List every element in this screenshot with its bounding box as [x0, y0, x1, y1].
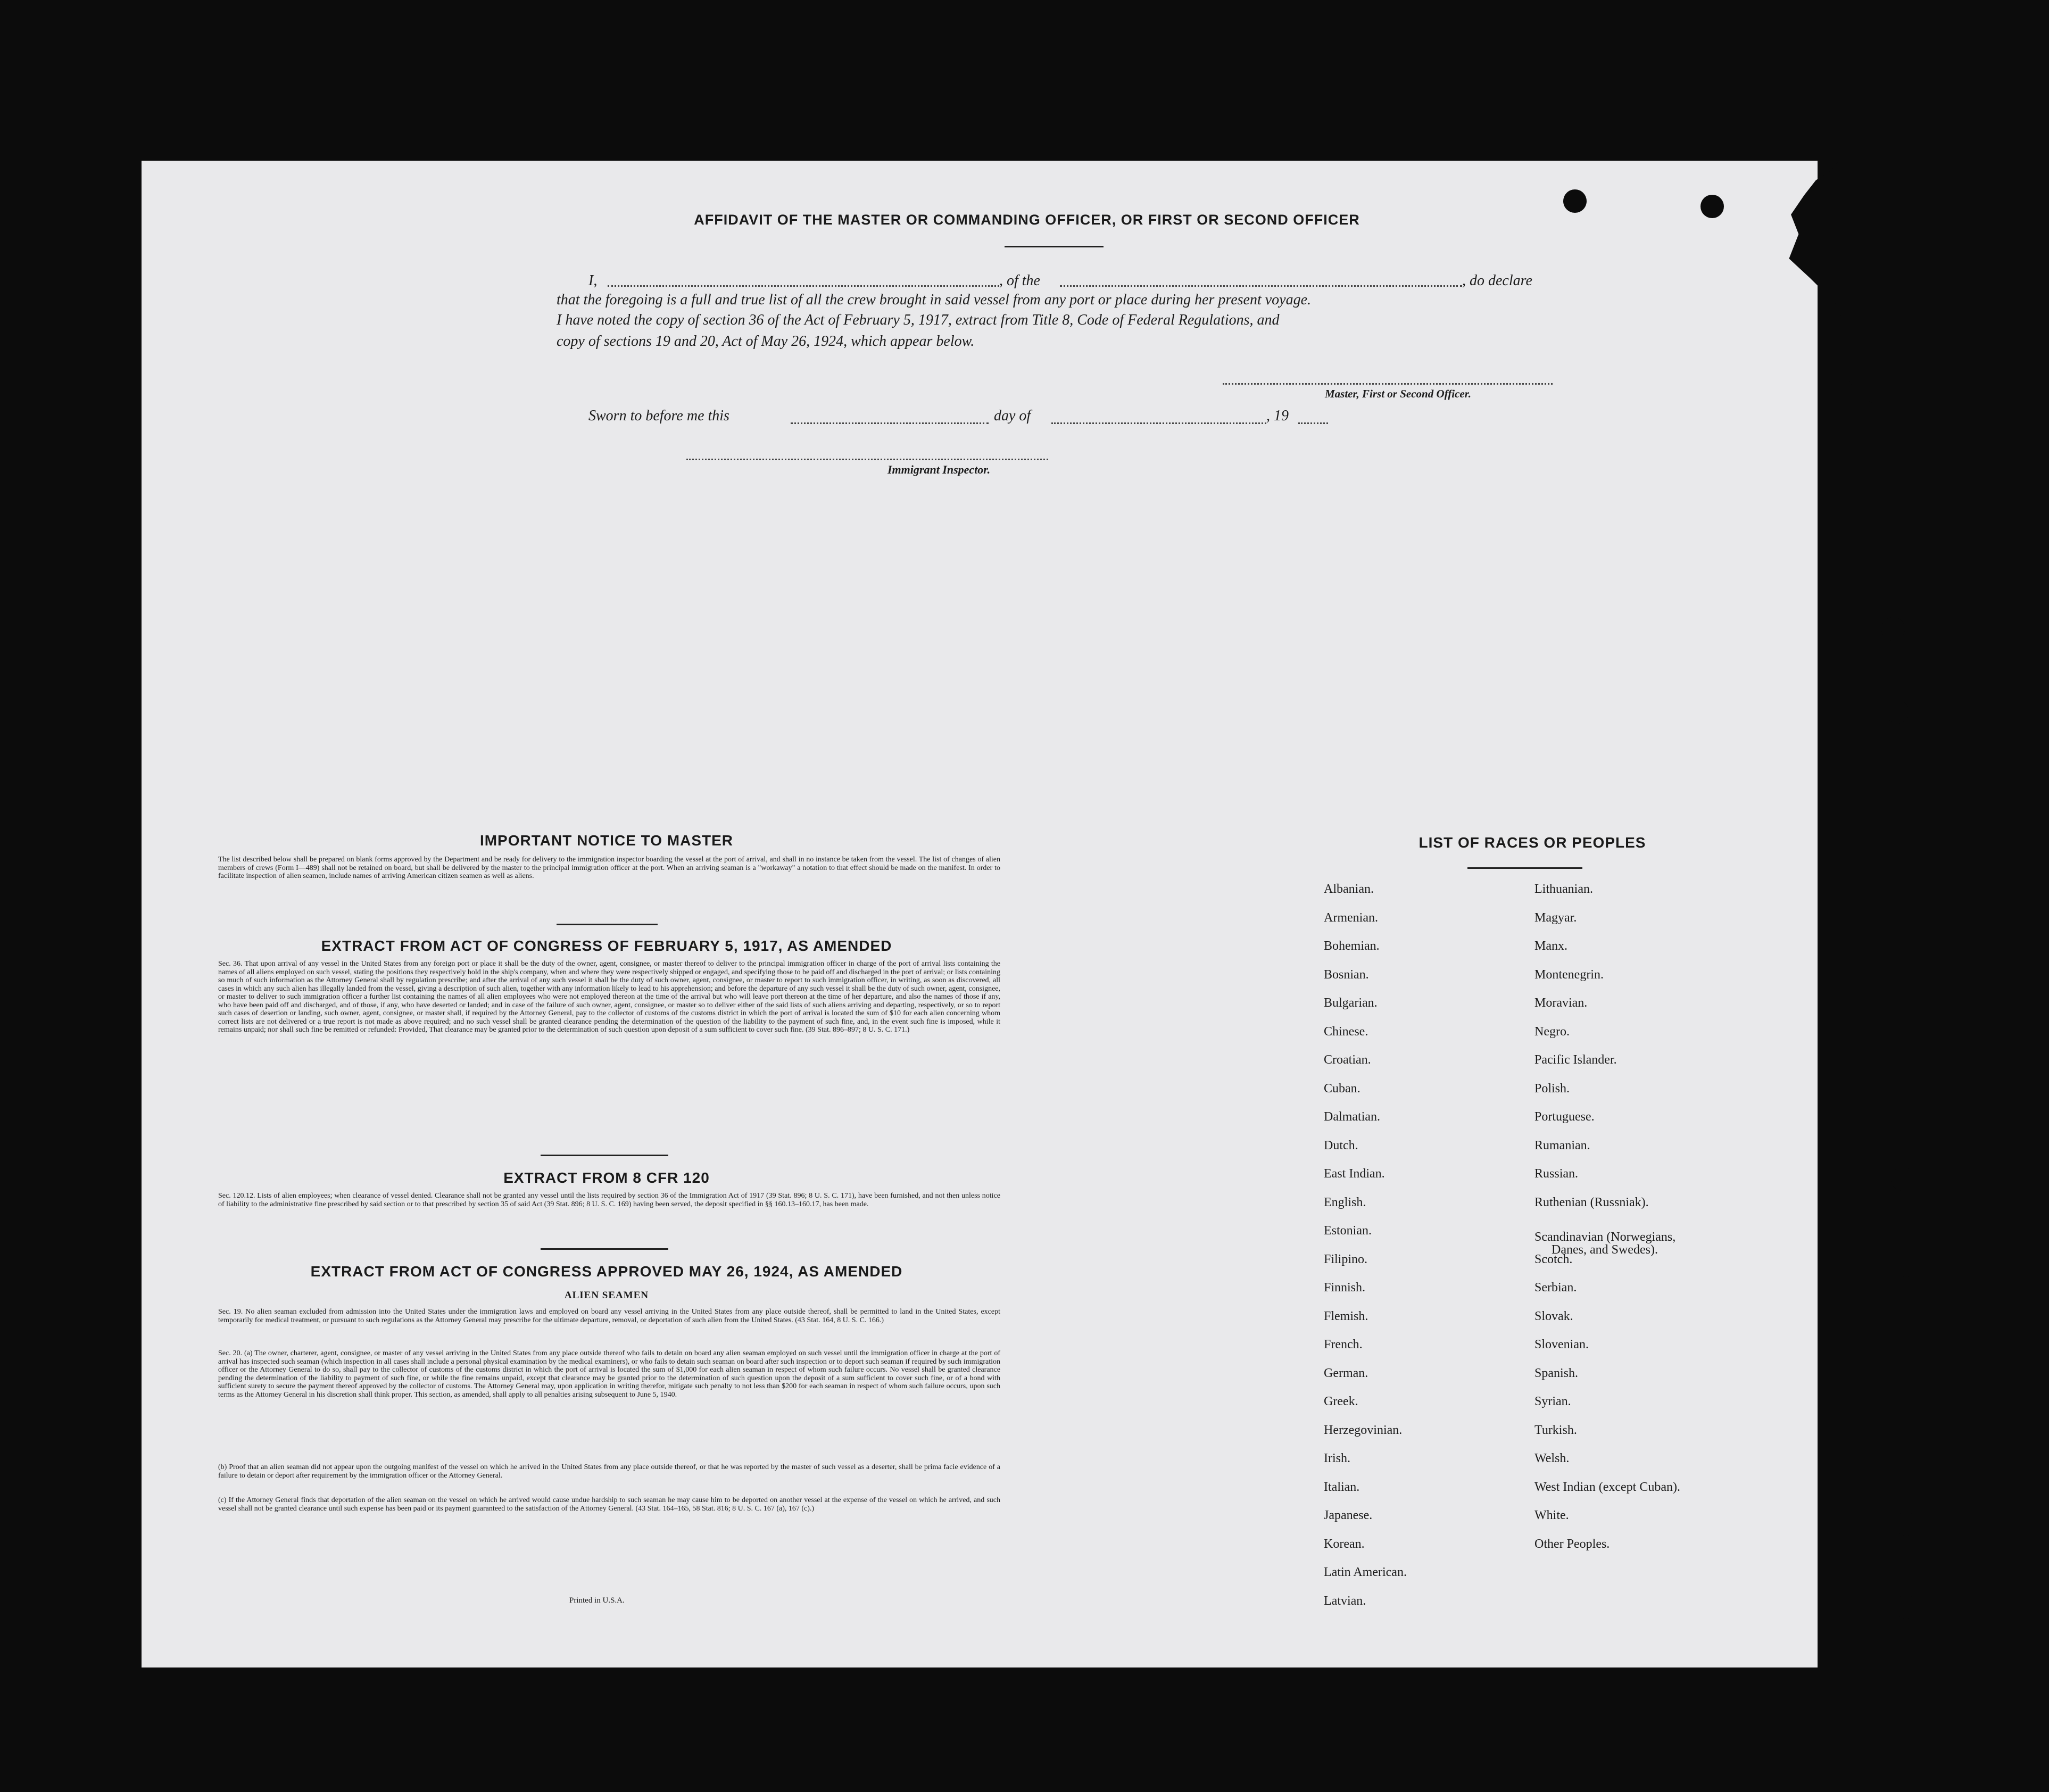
race-item: Filipino.	[1324, 1252, 1368, 1266]
race-item: Other Peoples.	[1534, 1537, 1610, 1551]
affidavit-do-declare: , do declare	[1462, 272, 1532, 289]
extract-1917-body: Sec. 36. That upon arrival of any vessel in the United States from any foreign port or place it shall be the duty of the owner, agent, consignee, or master thereof to deliver to the principal immigration officer in charge of the port of arrival lists containing the names of all aliens employed on such vessel, stating the positions they respectively hold in the ship's company, when and where they were respectively shipped or engaged, and specifying those to be paid off and discharged in the port of arrival; or lists containing so much of such information as the Attorney General shall by regulation prescribe; and after the arrival of any such vessel it shall be the duty of such owner, agent, consignee, or master to report to such immigration officer, in writing, as soon as discovered, all cases in which any such alien has illegally landed from the vessel, giving a description of such alien, together with any information likely to lead to his apprehension; and before the departure of any such vessel it shall be the duty of such owner, agent, consignee, or master to deliver to such immigration officer a further list containing the names of all alien employees who were not employed thereon at the time of the arrival but who will leave port thereon at the time of her departure, and also the names of those if any, who have been paid off and discharged, and of those, if any, who have deserted or landed; and in case of the failure of such owner, agent, consignee, or master so to deliver either of the said lists of such aliens arriving and departing, respectively, or so to report such cases of desertion or landing, such owner, agent, consignee, or master shall, if required by the Attorney General, pay to the collector of customs of the customs district in which the port of arrival is located the sum of $10 for each alien concerning whom correct lists are not delivered or a true report is not made as above required; and no such vessel shall be granted clearance pending the determination of the question of the liability to the payment of such fine, and, in the event such fine is imposed, while it remains unpaid; nor shall such fine be remitted or refunded: Provided, That clearance may be granted prior to the determination of such question upon deposit of a sum sufficient to cover such fine. (39 Stat. 896–897; 8 U. S. C. 171.)	[218, 960, 1000, 1034]
alien-seamen-subtitle: ALIEN SEAMEN	[564, 1290, 649, 1301]
race-item: Danes, and Swedes).	[1552, 1243, 1658, 1257]
race-item: Manx.	[1534, 939, 1567, 953]
master-label: Master, First or Second Officer.	[1325, 387, 1471, 400]
sworn-month-blank	[1051, 422, 1266, 424]
sworn-text: Sworn to before me this	[588, 408, 729, 424]
race-item: Bosnian.	[1324, 967, 1369, 982]
race-item: Croatian.	[1324, 1053, 1371, 1067]
race-item: Welsh.	[1534, 1451, 1570, 1465]
race-item: West Indian (except Cuban).	[1534, 1480, 1680, 1494]
divider	[557, 924, 658, 925]
race-item: Latvian.	[1324, 1594, 1366, 1608]
race-item: Spanish.	[1534, 1366, 1579, 1380]
race-item: English.	[1324, 1195, 1366, 1209]
punch-hole	[1886, 700, 1909, 724]
race-item: Polish.	[1534, 1081, 1570, 1096]
race-item: Dalmatian.	[1324, 1110, 1380, 1124]
race-item: Bohemian.	[1324, 939, 1380, 953]
punch-hole	[1563, 189, 1587, 213]
inspector-label: Immigrant Inspector.	[887, 463, 991, 476]
race-item: German.	[1324, 1366, 1368, 1380]
race-item: Finnish.	[1324, 1281, 1366, 1295]
punch-hole	[1894, 1595, 1918, 1619]
notice-title: IMPORTANT NOTICE TO MASTER	[479, 832, 734, 849]
affidavit-line-4: copy of sections 19 and 20, Act of May 26, 1924, which appear below.	[557, 333, 975, 350]
master-signature-line	[1223, 383, 1553, 385]
race-item: Herzegovinian.	[1324, 1423, 1403, 1437]
punch-hole	[1894, 1512, 1918, 1536]
races-title: LIST OF RACES OR PEOPLES	[1418, 834, 1646, 851]
year-text: , 19	[1266, 408, 1289, 424]
race-item: Italian.	[1324, 1480, 1360, 1494]
affidavit-line-3: I have noted the copy of section 36 of the Act of February 5, 1917, extract from Title 8, Code of Federal Regulations, and	[557, 312, 1280, 328]
extract-1917-title: EXTRACT FROM ACT OF CONGRESS OF FEBRUARY 5, 1917, AS AMENDED	[321, 938, 892, 954]
divider	[1467, 867, 1582, 869]
race-item: Armenian.	[1324, 910, 1378, 925]
divider	[541, 1155, 668, 1156]
race-item: Estonian.	[1324, 1224, 1372, 1238]
race-item: Scotch.	[1534, 1252, 1573, 1266]
race-item: Montenegrin.	[1534, 967, 1604, 982]
race-item: Flemish.	[1324, 1309, 1368, 1323]
race-item: Moravian.	[1534, 996, 1588, 1010]
notice-body: The list described below shall be prepared on blank forms approved by the Department and be ready for delivery to the immigration inspector boarding the vessel at the port of arrival, and shall in no instance be taken from the vessel. The list of changes of alien members of crews (Form I—489) shall not be retained on board, but shall be delivered by the master to the principal immigration officer at the port. When an arriving seaman is a "workaway" a notation to that effect should be made on the manifest. In order to facilitate inspection of alien seamen, include names of arriving American citizen seamen as well as aliens.	[218, 856, 1000, 880]
race-item: Latin American.	[1324, 1565, 1407, 1579]
race-item: Ruthenian (Russniak).	[1534, 1195, 1649, 1209]
race-item: Irish.	[1324, 1451, 1350, 1465]
race-item: Russian.	[1534, 1167, 1579, 1181]
race-item: Korean.	[1324, 1537, 1365, 1551]
race-item: Magyar.	[1534, 910, 1577, 925]
race-item: Slovak.	[1534, 1309, 1573, 1323]
extract-1924-sec20a: Sec. 20. (a) The owner, charterer, agent, consignee, or master of any vessel arriving in the United States from any place outside thereof who fails to detain on board any alien seaman employed on such vessel until the immigration officer in charge at the port of arrival has inspected such seaman (which inspection in all cases shall include a personal physical examination by the medical examiners), or who fails to detain such seaman on board after such inspection or to deport such seaman if required by such immigration officer or the Attorney General to do so, shall pay to the collector of customs of the customs district in which the port of arrival is located the sum of $1,000 for each alien seaman in respect of whom such failure occurs. No vessel shall be granted clearance pending the determination of the liability to payment of such fine, or while the fine remains unpaid, except that clearance may be granted prior to the determination of such question upon the deposit of a sum sufficient to cover such fine, or of a bond with sufficient surety to secure the payment thereof approved by the collector of customs. The Attorney General may, upon application in writing therefor, mitigate such penalty to not less than $200 for each seaman in respect of whom such failure occurs, upon such terms as the Attorney General in his discretion shall think proper. This section, as amended, shall apply to all penalties arising subsequent to June 5, 1940.	[218, 1349, 1000, 1399]
race-item: Slovenian.	[1534, 1338, 1589, 1351]
extract-1924-sec19: Sec. 19. No alien seaman excluded from admission into the United States under the immigration laws and employed on board any vessel arriving in the United States from any place outside thereof, shall be permitted to land in the United States, except temporarily for medical treatment, or pursuant to such regulations as the Attorney General may prescribe for the ultimate departure, removal, or deportation of such alien from the United States. (43 Stat. 164, 8 U. S. C. 166.)	[218, 1308, 1000, 1324]
year-blank	[1298, 422, 1328, 424]
affidavit-line-2: that the foregoing is a full and true list of all the crew brought in said vessel from any port or place during her present voyage.	[557, 292, 1312, 308]
race-item: French.	[1324, 1338, 1363, 1351]
name-blank	[608, 285, 999, 287]
extract-1924-title: EXTRACT FROM ACT OF CONGRESS APPROVED MAY 26, 1924, AS AMENDED	[310, 1263, 903, 1280]
affidavit-i: I,	[588, 272, 598, 289]
race-item: Pacific Islander.	[1534, 1053, 1617, 1067]
extract-1924-sec20b: (b) Proof that an alien seaman did not appear upon the outgoing manifest of the vessel on which he arrived in the United States from any place outside thereof, or that he was reported by the master of such vessel as a deserter, shall be prima facie evidence of a failure to detain or deport after requirement by the immigration officer or the Attorney General.	[218, 1463, 1000, 1480]
race-item: White.	[1534, 1508, 1569, 1522]
race-item: Serbian.	[1534, 1281, 1577, 1295]
race-item: Lithuanian.	[1534, 882, 1593, 896]
extract-1924-sec20c: (c) If the Attorney General finds that deportation of the alien seaman on the vessel on which he arrived would cause undue hardship to such seaman he may cause him to be deported on another vessel at the expense of the vessel on which he arrived, and such vessel shall not be granted clearance until such expense has been paid or its payment guaranteed to the satisfaction of the Attorney General. (43 Stat. 164–165, 58 Stat. 816; 8 U. S. C. 167 (a), 167 (c).)	[218, 1496, 1000, 1513]
race-item: Greek.	[1324, 1395, 1358, 1408]
punch-hole	[1891, 1167, 1914, 1191]
affidavit-title: AFFIDAVIT OF THE MASTER OR COMMANDING OFFICER, OR FIRST OR SECOND OFFICER	[694, 212, 1360, 228]
punch-hole	[1881, 617, 1905, 641]
divider	[541, 1248, 668, 1250]
race-item: Dutch.	[1324, 1138, 1358, 1152]
printed-in-usa: Printed in U.S.A.	[569, 1596, 625, 1605]
race-item: Rumanian.	[1534, 1138, 1590, 1152]
extract-cfr-title: EXTRACT FROM 8 CFR 120	[503, 1169, 710, 1186]
vessel-blank	[1060, 285, 1462, 287]
race-item: East Indian.	[1324, 1167, 1385, 1181]
inspector-signature-line	[686, 459, 1048, 460]
divider	[1005, 246, 1104, 247]
race-item: Portuguese.	[1534, 1110, 1595, 1124]
punch-hole	[1700, 195, 1724, 218]
race-item: Cuban.	[1324, 1081, 1361, 1096]
race-item: Bulgarian.	[1324, 996, 1378, 1010]
race-item: Scandinavian (Norwegians,	[1534, 1230, 1676, 1244]
affidavit-of-the: , of the	[999, 272, 1040, 289]
extract-cfr-body: Sec. 120.12. Lists of alien employees; when clearance of vessel denied. Clearance shall not be granted any vessel until the lists required by section 36 of the Immigration Act of 1917 (39 Stat. 896; 8 U. S. C. 171), have been furnished, and not then unless notice of liability to the administrative fine prescribed by said section or to that prescribed by section 35 of said Act (39 Stat. 896; 8 U. S. C. 169) having been served, the deposit specified in §§ 160.13–160.17, has been made.	[218, 1192, 1000, 1208]
race-item: Turkish.	[1534, 1423, 1577, 1437]
race-item: Syrian.	[1534, 1395, 1571, 1408]
race-item: Japanese.	[1324, 1508, 1373, 1522]
sworn-day-blank	[791, 422, 989, 424]
race-item: Chinese.	[1324, 1024, 1368, 1039]
race-item: Negro.	[1534, 1024, 1570, 1039]
day-of-text: day of	[994, 408, 1031, 424]
punch-hole	[1894, 1254, 1918, 1277]
race-item: Albanian.	[1324, 882, 1374, 896]
